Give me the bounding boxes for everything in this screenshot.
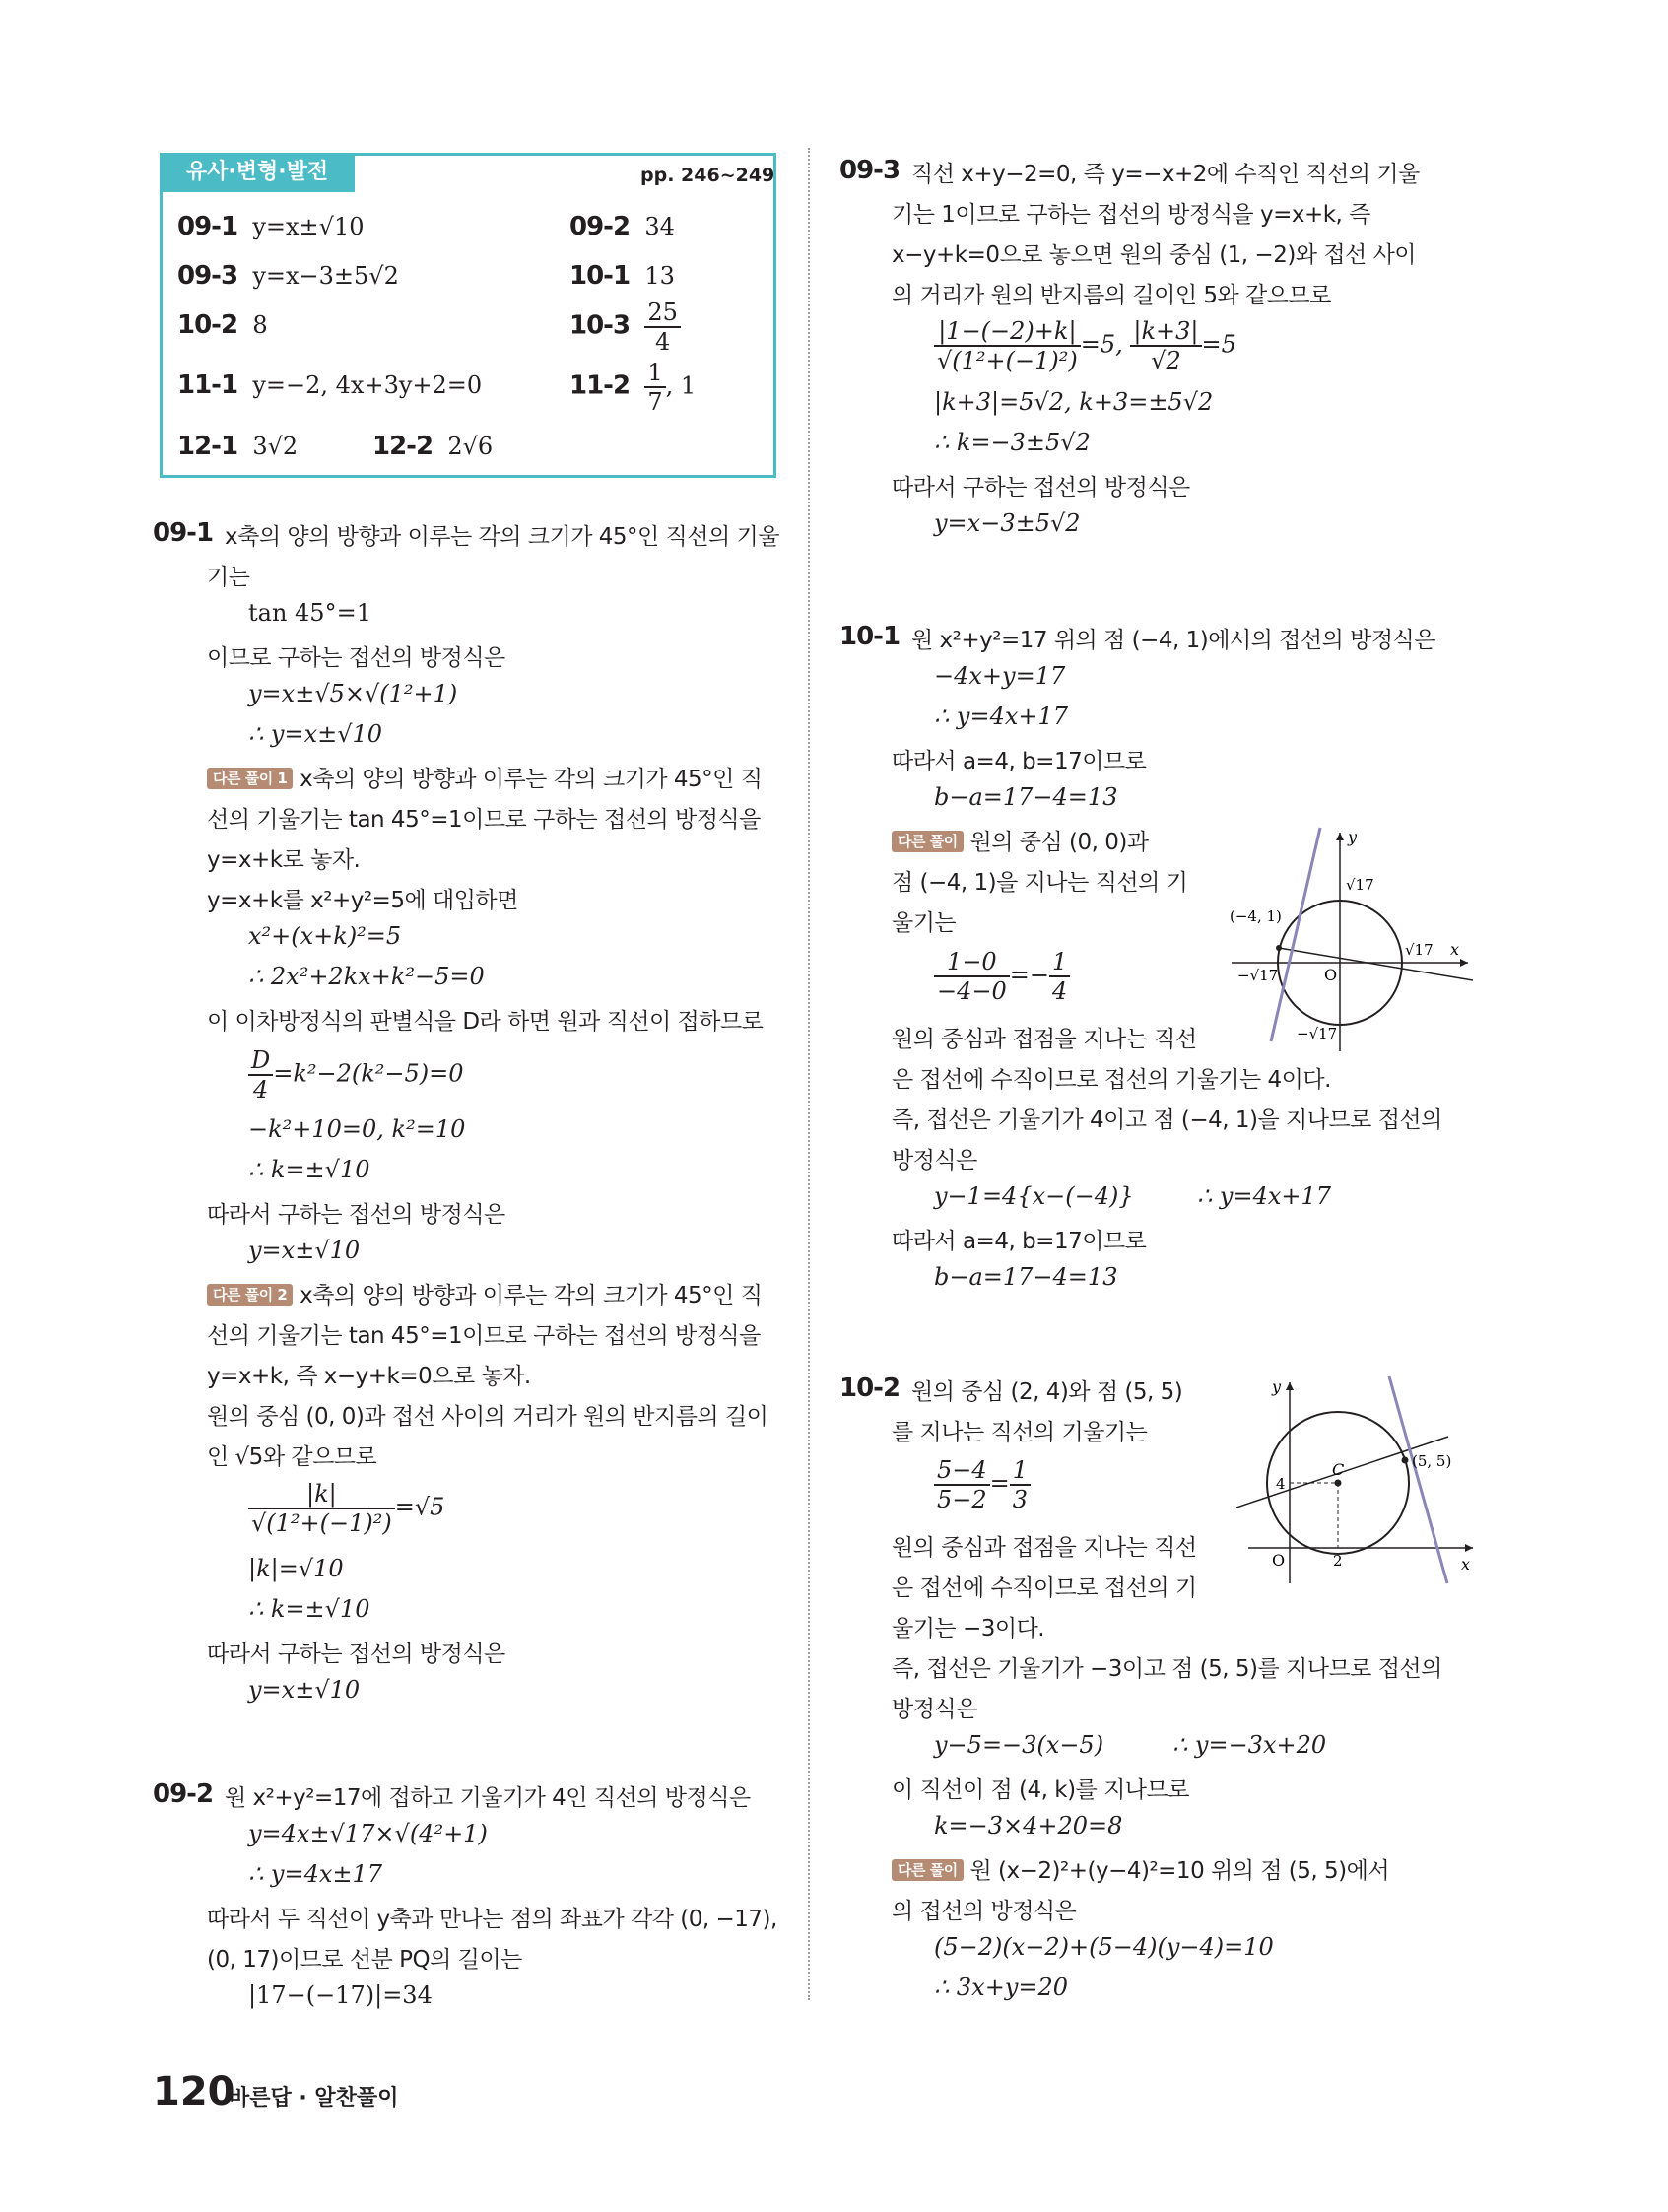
text-line: 원의 중심 (0, 0)과 접선 사이의 거리가 원의 반지름의 길이 — [207, 1404, 768, 1430]
text-line: 이 직선이 점 (4, k)를 지나므로 — [892, 1777, 1189, 1803]
text-line: 은 접선에 수직이므로 접선의 기울기는 4이다. — [892, 1067, 1331, 1093]
math-line: ∴ k=−3±5√2 — [934, 429, 1091, 456]
answer-item: 10-2 8 — [177, 310, 268, 340]
math-line: tan 45°=1 — [248, 599, 371, 627]
x-tick-label: 2 — [1333, 1552, 1343, 1570]
x-left-label: −√17 — [1237, 967, 1279, 984]
y-axis-arrow-icon — [1286, 1382, 1294, 1390]
math-line: ∴ y=4x+17 — [1197, 1182, 1332, 1210]
math-line: y=x±√5×√(1²+1) — [248, 680, 458, 707]
math-line: y=4x±√17×√(4²+1) — [248, 1820, 488, 1847]
answer-item: 11-2 $\frac{1}{7}$ , 1 — [569, 359, 697, 416]
text-line: 의 거리가 원의 반지름의 길이인 5와 같으므로 — [892, 283, 1331, 308]
text-line: 원 x²+y²=17 위의 점 (−4, 1)에서의 접선의 방정식은 — [911, 628, 1435, 653]
text-line: 은 접선에 수직이므로 접선의 기 — [892, 1575, 1197, 1601]
answer-item: 12-1 3√2 — [177, 432, 299, 461]
x-axis-label: x — [1450, 940, 1460, 959]
answer-item: 10-1 13 — [569, 261, 675, 291]
text-line: 기는 — [207, 565, 250, 590]
math-line: $\frac{1-0}{-4-0}$ =− $\frac{1}{4}$ — [934, 948, 1070, 1005]
text-line: y=x+k, 즉 x−y+k=0으로 놓자. — [207, 1364, 531, 1389]
alt-solution-tag: 다른 풀이 2 — [207, 1284, 293, 1306]
text-line: 원의 중심과 접점을 지나는 직선 — [892, 1535, 1197, 1561]
math-line: ∴ y=4x+17 — [934, 703, 1069, 730]
y-axis-label: y — [1348, 828, 1358, 846]
problem-label-09-1: 09-1 — [153, 518, 214, 548]
radius-line — [1279, 948, 1473, 980]
text-line: 따라서 두 직선이 y축과 만나는 점의 좌표가 각각 (0, −17), — [207, 1907, 777, 1932]
y-axis-label: y — [1272, 1377, 1282, 1396]
text-line: 의 접선의 방정식은 — [892, 1899, 1077, 1924]
problem-label-09-3: 09-3 — [839, 156, 901, 185]
x-axis-label: x — [1461, 1555, 1471, 1574]
y-tick-label: 4 — [1276, 1475, 1286, 1493]
text-line: 즉, 접선은 기울기가 −3이고 점 (5, 5)를 지나므로 접선의 — [892, 1656, 1442, 1682]
text-line: 따라서 a=4, b=17이므로 — [892, 749, 1147, 774]
math-line: |k|=√10 — [248, 1555, 344, 1582]
math-line: ∴ k=±√10 — [248, 1595, 370, 1623]
math-line: $\frac{|1-(-2)+k|}{\text{√(1²+(−1)²)}}$ =5, $\frac{|k+3|}{√2}$ =5 — [934, 317, 1236, 374]
math-line: ∴ 2x²+2kx+k²−5=0 — [248, 963, 485, 990]
tangent-line — [1389, 1376, 1447, 1583]
math-line: k=−3×4+20=8 — [934, 1812, 1123, 1840]
math-line: ∴ y=x±√10 — [248, 720, 383, 748]
text-line: 방정식은 — [892, 1148, 977, 1173]
answer-item: 10-3 $\frac{25}{4}$ — [569, 299, 681, 356]
text-line: 이 이차방정식의 판별식을 D라 하면 원과 직선이 접하므로 — [207, 1009, 764, 1035]
answer-box-pages: pp. 246~249 — [640, 165, 775, 186]
math-line: ∴ y=−3x+20 — [1172, 1731, 1327, 1759]
problem-label-10-2: 10-2 — [839, 1374, 901, 1403]
math-line: (5−2)(x−2)+(5−4)(y−4)=10 — [934, 1933, 1274, 1961]
math-line: −4x+y=17 — [934, 662, 1066, 690]
y-top-label: √17 — [1346, 876, 1374, 894]
tangent-line — [1271, 828, 1320, 1041]
answer-item: 09-1 y=x±√10 — [177, 212, 365, 241]
text-line: 기는 1이므로 구하는 접선의 방정식을 y=x+k, 즉 — [892, 202, 1370, 228]
tangent-point — [1402, 1457, 1409, 1464]
y-axis-arrow-icon — [1336, 833, 1344, 840]
answer-box-tab: 유사·변형·발전 — [160, 153, 355, 192]
math-line: $\frac{|k|}{\text{√(1²+(−1)²)}}$ =√5 — [248, 1480, 444, 1537]
answer-item: 09-3 y=x−3±5√2 — [177, 261, 399, 291]
origin-label: O — [1324, 966, 1338, 984]
text-line: (0, 17)이므로 선분 PQ의 길이는 — [207, 1947, 522, 1973]
point-label: (5, 5) — [1412, 1452, 1452, 1470]
text-line: x축의 양의 방향과 이루는 각의 크기가 45°인 직선의 기울 — [225, 524, 779, 550]
alt-solution-tag: 다른 풀이 — [892, 1859, 964, 1881]
text-line: x−y+k=0으로 놓으면 원의 중심 (1, −2)와 접선 사이 — [892, 242, 1417, 268]
math-line: y=x±√10 — [248, 1237, 361, 1264]
text-line: 선의 기울기는 tan 45°=1이므로 구하는 접선의 방정식을 — [207, 1323, 761, 1349]
figure-10-1 — [1222, 823, 1478, 1059]
alt-solution-tag: 다른 풀이 — [892, 831, 964, 852]
origin-label: O — [1272, 1551, 1286, 1570]
tangent-point — [1276, 945, 1282, 951]
text-line: 따라서 구하는 접선의 방정식은 — [892, 475, 1190, 501]
math-line: ∴ 3x+y=20 — [934, 1974, 1069, 2001]
math-line: b−a=17−4=13 — [934, 783, 1118, 811]
math-line: x²+(x+k)²=5 — [248, 922, 402, 950]
text-line: y=x+k로 놓자. — [207, 847, 361, 873]
math-line: ∴ y=4x±17 — [248, 1860, 383, 1888]
text-line: 를 지나는 직선의 기울기는 — [892, 1420, 1148, 1445]
text-line: 직선 x+y−2=0, 즉 y=−x+2에 수직인 직선의 기울 — [911, 162, 1420, 187]
text-line: 방정식은 — [892, 1697, 977, 1722]
math-line: |17−(−17)|=34 — [248, 1981, 433, 2009]
answer-item: 11-1 y=−2, 4x+3y+2=0 — [177, 370, 483, 400]
text-line: 따라서 구하는 접선의 방정식은 — [207, 1202, 505, 1228]
math-line: ∴ k=±√10 — [248, 1156, 370, 1183]
text-line: 따라서 a=4, b=17이므로 — [892, 1229, 1147, 1254]
alt-solution: 다른 풀이 원 (x−2)²+(y−4)²=10 위의 점 (5, 5)에서 — [892, 1852, 1389, 1885]
page-number: 120 — [153, 2069, 235, 2114]
math-line: y−1=4{x−(−4)} — [934, 1182, 1134, 1210]
math-line: y−5=−3(x−5) — [934, 1731, 1104, 1759]
x-right-label: √17 — [1405, 941, 1434, 959]
math-line: $\frac{5-4}{5-2}$ = $\frac{1}{3}$ — [934, 1456, 1031, 1513]
x-axis-arrow-icon — [1465, 1544, 1473, 1552]
answer-item: 09-2 34 — [569, 212, 675, 241]
figure-10-2 — [1236, 1374, 1483, 1591]
text-line: 이므로 구하는 접선의 방정식은 — [207, 645, 505, 671]
text-line: 울기는 — [892, 910, 957, 936]
center-label: C — [1332, 1460, 1345, 1479]
math-line: y=x−3±5√2 — [934, 509, 1081, 537]
text-line: 따라서 구하는 접선의 방정식은 — [207, 1642, 505, 1667]
point-label: (−4, 1) — [1230, 907, 1282, 925]
text-line: 원의 중심 (2, 4)와 점 (5, 5) — [911, 1379, 1183, 1405]
text-line: 선의 기울기는 tan 45°=1이므로 구하는 접선의 방정식을 — [207, 807, 761, 833]
math-line: |k+3|=5√2, k+3=±5√2 — [934, 388, 1214, 416]
text-line: 원 x²+y²=17에 접하고 기울기가 4인 직선의 방정식은 — [225, 1785, 751, 1811]
math-line: y=x±√10 — [248, 1676, 361, 1704]
text-line: y=x+k를 x²+y²=5에 대입하면 — [207, 888, 518, 913]
alt-solution-tag: 다른 풀이 1 — [207, 768, 293, 789]
text-line: 울기는 −3이다. — [892, 1616, 1045, 1642]
math-line: b−a=17−4=13 — [934, 1263, 1118, 1291]
text-line: 인 √5와 같으므로 — [207, 1444, 377, 1470]
problem-label-09-2: 09-2 — [153, 1779, 214, 1809]
math-line: $\frac{D}{4}$ =k²−2(k²−5)=0 — [248, 1046, 464, 1104]
alt-solution: 다른 풀이 원의 중심 (0, 0)과 — [892, 824, 1149, 856]
alt-solution-1: 다른 풀이 1 x축의 양의 방향과 이루는 각의 크기가 45°인 직 — [207, 761, 762, 793]
alt-solution-2: 다른 풀이 2 x축의 양의 방향과 이루는 각의 크기가 45°인 직 — [207, 1277, 762, 1309]
answer-item: 12-2 2√6 — [372, 432, 494, 461]
text-line: 즉, 접선은 기울기가 4이고 점 (−4, 1)을 지나므로 접선의 — [892, 1107, 1442, 1133]
center-point — [1335, 1480, 1342, 1487]
text-line: 원의 중심과 접점을 지나는 직선 — [892, 1027, 1197, 1052]
text-line: 점 (−4, 1)을 지나는 직선의 기 — [892, 870, 1188, 896]
column-divider — [808, 148, 810, 2000]
book-title: 바른답 · 알찬풀이 — [229, 2086, 399, 2111]
math-line: −k²+10=0, k²=10 — [248, 1115, 466, 1143]
y-bottom-label: −√17 — [1297, 1025, 1338, 1042]
x-axis-arrow-icon — [1460, 959, 1468, 967]
problem-label-10-1: 10-1 — [839, 622, 901, 651]
